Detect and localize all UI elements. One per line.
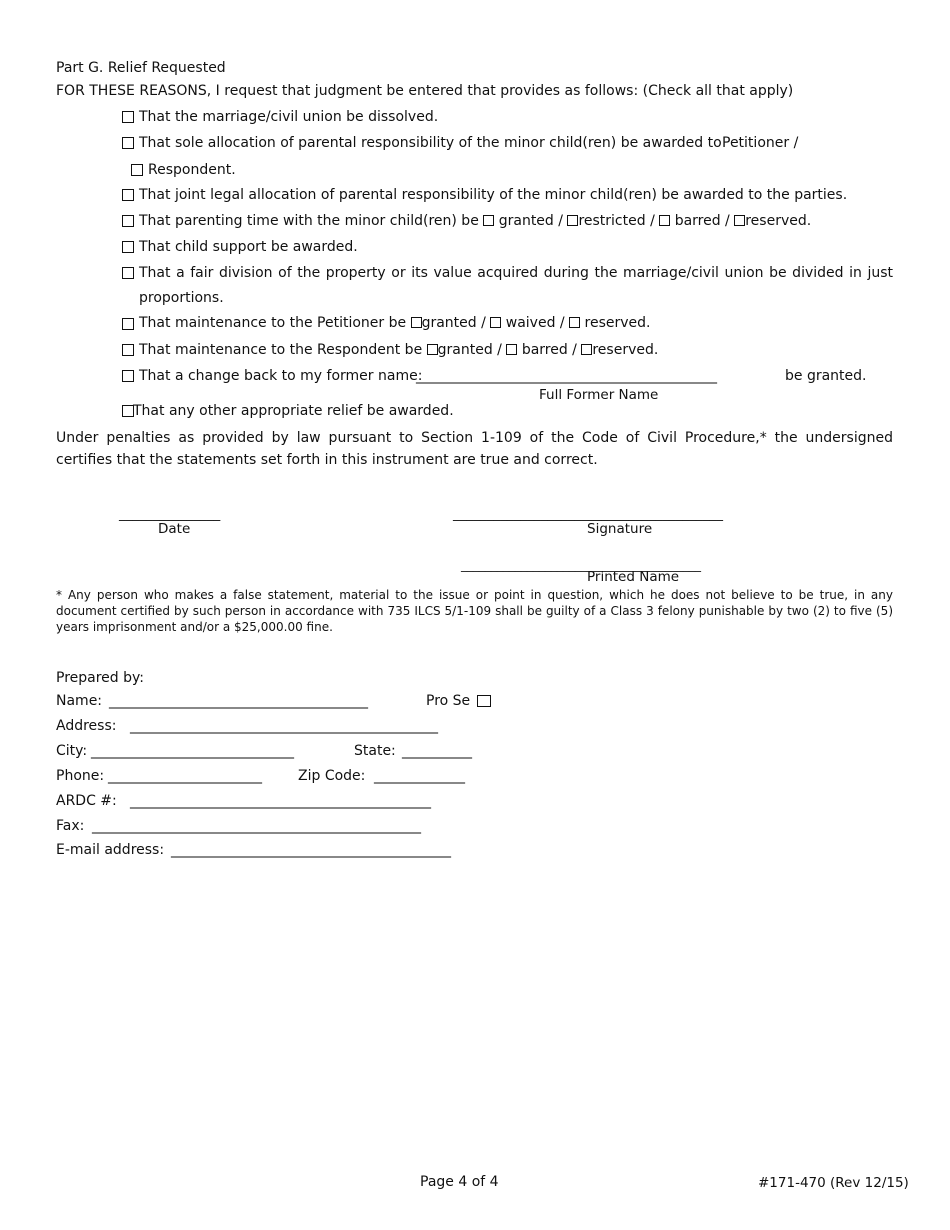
parenting-reserved-checkbox[interactable] (734, 215, 745, 226)
name-change-text: That a change back to my former name: (139, 368, 423, 384)
fax-input[interactable]: _______________________________________________ (92, 818, 421, 834)
name-change-checkbox[interactable] (122, 370, 134, 382)
name-input[interactable]: _____________________________________ (109, 693, 368, 709)
parenting-barred-checkbox[interactable] (659, 215, 670, 226)
maint-resp-granted-text: granted / (437, 342, 502, 358)
pro-se-label: Pro Se (426, 693, 471, 709)
parenting-barred-text: barred / (674, 213, 730, 229)
name-change-suffix: be granted. (785, 368, 867, 384)
child-support-checkbox[interactable] (122, 241, 134, 253)
sole-allocation-checkbox[interactable] (122, 137, 134, 149)
maintenance-petitioner-row (139, 315, 651, 331)
parenting-granted-text: granted / (498, 213, 563, 229)
certification-text: Under penalties as provided by law pursuant to Section 1-109 of the Code of Civil Procedure,* the undersigned certifies that the statements set forth in this instrument are true and correct. (56, 430, 893, 468)
section-heading: Part G. Relief Requested (56, 60, 226, 76)
joint-allocation-text: That joint legal allocation of parental responsibility of the minor child(ren) be awarded to the parties. (139, 187, 848, 203)
child-support-text: That child support be awarded. (139, 239, 358, 255)
parenting-restricted-text: restricted / (578, 213, 655, 229)
maint-pet-reserved-text: reserved. (584, 315, 651, 331)
former-name-caption: Full Former Name (539, 387, 659, 403)
sole-petitioner-text: Petitioner / (722, 135, 799, 151)
zip-input[interactable]: _____________ (374, 768, 465, 784)
property-division-text: That a fair division of the property or its value acquired during the marriage/civil union be divided in just (139, 265, 893, 281)
maint-pet-waived-text: waived / (505, 315, 565, 331)
parenting-reserved-text: reserved. (745, 213, 812, 229)
parenting-restricted-checkbox[interactable] (567, 215, 578, 226)
address-label: Address: (56, 718, 117, 734)
maint-pet-reserved-checkbox[interactable] (569, 317, 580, 328)
property-division-checkbox[interactable] (122, 267, 134, 279)
signature-input[interactable]: ________________________________________ (453, 506, 723, 522)
dissolved-checkbox[interactable] (122, 111, 134, 123)
property-division-text-2: proportions. (139, 290, 224, 306)
form-number: #171-470 (Rev 12/15) (758, 1175, 909, 1191)
date-input[interactable]: _______________ (119, 506, 221, 522)
fax-label: Fax: (56, 818, 85, 834)
maint-pet-granted-checkbox[interactable] (411, 317, 422, 328)
date-label: Date (158, 521, 191, 537)
maint-pet-granted-text: granted / (421, 315, 486, 331)
sole-respondent-checkbox[interactable] (131, 164, 143, 176)
ardc-input[interactable]: ___________________________________________ (130, 793, 431, 809)
maint-resp-reserved-checkbox[interactable] (581, 344, 592, 355)
footnote-text: * Any person who makes a false statement, material to the issue or point in question, which he does not believe to be true, in any document certified by such person in accordance with 735 ILCS 5/1-109 shall be guilty of a Class 3 felony punishable by two (2) to five (5) years imprisonment and/or a $25,000.00 fine. (56, 588, 893, 634)
maint-resp-barred-checkbox[interactable] (506, 344, 517, 355)
zip-label: Zip Code: (298, 768, 366, 784)
prepared-by-heading: Prepared by: (56, 670, 144, 686)
maint-resp-granted-checkbox[interactable] (427, 344, 438, 355)
state-label: State: (354, 743, 396, 759)
maint-resp-reserved-text: reserved. (592, 342, 659, 358)
joint-allocation-checkbox[interactable] (122, 189, 134, 201)
maintenance-respondent-checkbox[interactable] (122, 344, 134, 356)
parenting-time-checkbox[interactable] (122, 215, 134, 227)
address-input[interactable]: ____________________________________________ (130, 718, 438, 734)
other-relief-text: That any other appropriate relief be awarded. (133, 403, 454, 419)
printed-name-label: Printed Name (587, 569, 680, 585)
dissolved-text: That the marriage/civil union be dissolved. (139, 109, 439, 125)
maint-resp-barred-text: barred / (521, 342, 577, 358)
maintenance-respondent-text: That maintenance to the Respondent be (139, 342, 423, 358)
sole-respondent-text: Respondent. (148, 162, 236, 178)
maintenance-respondent-row (139, 342, 658, 358)
former-name-input[interactable]: ___________________________________________ (416, 368, 717, 384)
maint-pet-waived-checkbox[interactable] (490, 317, 501, 328)
pro-se-checkbox[interactable] (477, 695, 491, 707)
email-input[interactable]: ________________________________________ (171, 842, 451, 858)
parenting-time-row (139, 213, 811, 229)
parenting-granted-checkbox[interactable] (483, 215, 494, 226)
city-input[interactable]: _____________________________ (91, 743, 294, 759)
printed-name-input[interactable]: ________________________________________ (461, 558, 701, 572)
maintenance-petitioner-text: That maintenance to the Petitioner be (139, 315, 407, 331)
state-input[interactable]: __________ (402, 743, 472, 759)
phone-label: Phone: (56, 768, 105, 784)
intro-text: FOR THESE REASONS, I request that judgment be entered that provides as follows: (Check all that apply) (56, 83, 794, 99)
name-label: Name: (56, 693, 103, 709)
email-label: E-mail address: (56, 842, 165, 858)
sole-allocation-text: That sole allocation of parental responsibility of the minor child(ren) be awarded to (139, 135, 722, 151)
parenting-time-text: That parenting time with the minor child(ren) be (139, 213, 479, 229)
maintenance-petitioner-checkbox[interactable] (122, 318, 134, 330)
city-label: City: (56, 743, 88, 759)
signature-label: Signature (587, 521, 653, 537)
ardc-label: ARDC #: (56, 793, 117, 809)
page-number: Page 4 of 4 (420, 1174, 499, 1190)
phone-input[interactable]: ______________________ (108, 768, 262, 784)
